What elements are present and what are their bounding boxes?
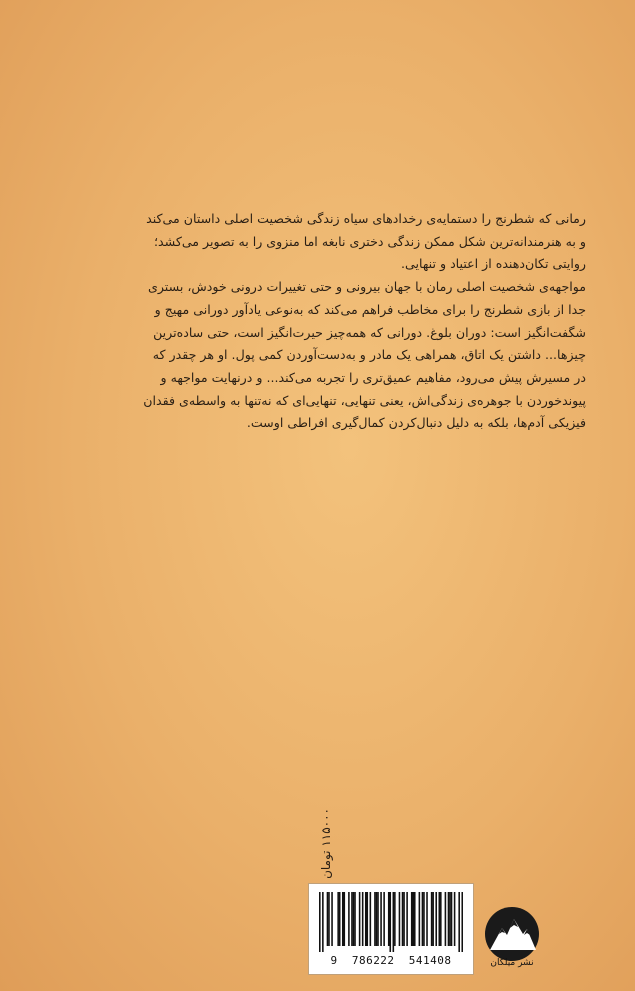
barcode-bar: [419, 892, 421, 946]
barcode-bar: [426, 892, 428, 946]
barcode-bar: [377, 892, 379, 946]
barcode-bar: [365, 892, 367, 946]
barcode-bar: [383, 892, 385, 946]
blurb-line: شگفت‌انگیز است: دوران بلوغ. دورانی که همه‌چیز حیرت‌انگیز است، حتی ساده‌ترین: [153, 324, 586, 340]
blurb-line: و به هنرمندانه‌ترین شکل ممکن زندگی دختری نابغه اما منزوی را به تصویر می‌کشد؛: [153, 233, 586, 249]
barcode-bar: [414, 892, 416, 946]
barcode-bar: [327, 892, 329, 946]
isbn-barcode: [308, 883, 474, 975]
barcode-bar: [342, 892, 344, 946]
barcode-bar: [388, 892, 390, 946]
barcode-bar: [348, 892, 350, 946]
barcode-bar: [451, 892, 453, 946]
barcode-bar: [461, 892, 463, 952]
barcode-bar: [389, 892, 391, 952]
barcode-bar: [351, 892, 353, 946]
blurb-line: روایتی تکان‌دهنده از اعتیاد و تنهایی.: [401, 256, 586, 272]
blurb-line: رمانی که شطرنج را دستمایه‌ی رخدادهای سیاه زندگی شخصیت اصلی داستان می‌کند: [146, 211, 586, 226]
blurb-line: پیوندخوردن با جوهره‌ی زندگی‌اش، یعنی تنهایی، تنهایی‌ای که نه‌تنها به واسطه‌ی فقدان: [143, 392, 586, 408]
barcode-bar: [319, 892, 321, 952]
barcode-bar: [432, 892, 434, 946]
barcode-bar: [362, 892, 364, 946]
barcode-bar: [448, 892, 450, 946]
barcode-bar: [393, 892, 395, 952]
barcode-bar: [339, 892, 341, 946]
barcode-bar: [411, 892, 413, 946]
barcode-bar: [370, 892, 372, 946]
barcode-bar: [322, 892, 324, 952]
barcode-bar: [376, 892, 378, 946]
barcode-bar: [423, 892, 425, 946]
barcode-bar: [402, 892, 404, 946]
barcode-bar: [445, 892, 447, 946]
price-label: ۱۱۵۰۰۰ تومان: [319, 808, 333, 879]
barcode-bar: [374, 892, 376, 946]
barcode-bar: [449, 892, 451, 946]
barcode-bar: [435, 892, 437, 946]
blurb-line: مواجهه‌ی شخصیت اصلی رمان با جهان بیرونی و حتی تغییرات درونی خودش، بستری: [148, 279, 586, 295]
barcode-bar: [394, 892, 396, 946]
barcode-bars: [319, 892, 463, 952]
barcode-bar: [422, 892, 424, 946]
blurb-line: جدا از بازی شطرنج را برای مخاطب فراهم می‌کند که به‌نوعی یادآور دورانی مهیج و: [154, 301, 586, 317]
barcode-bar: [337, 892, 339, 946]
barcode-bar: [331, 892, 333, 946]
barcode-bar: [399, 892, 401, 946]
barcode-bar: [431, 892, 433, 946]
blurb-line: فیزیکی آدم‌ها، بلکه به دلیل دنبال‌کردن کمال‌گیری افراطی اوست.: [246, 415, 586, 431]
barcode-bar: [354, 892, 356, 946]
barcode-bar: [454, 892, 456, 946]
blurb-line: چیزها... داشتن یک اتاق، همراهی یک مادر و به‌دست‌آوردن کمی پول. او هر چقدر که: [152, 347, 586, 363]
barcode-bar: [380, 892, 382, 946]
barcode-bar: [440, 892, 442, 946]
barcode-digits: 9 786222 541408: [330, 954, 452, 967]
barcode-bar: [406, 892, 408, 946]
barcode-bar: [438, 892, 440, 946]
barcode-bar: [412, 892, 414, 946]
barcode-bar: [403, 892, 405, 946]
barcode-bar: [353, 892, 355, 946]
blurb-text: [62, 208, 586, 435]
barcode-bar: [458, 892, 460, 952]
publisher-name: نشر میلکان: [490, 958, 534, 968]
barcode-bar: [328, 892, 330, 946]
barcode-bar: [366, 892, 368, 946]
blurb-line: در مسیرش پیش می‌رود، مفاهیم عمیق‌تری را تجربه می‌کند... و درنهایت مواجهه و: [160, 369, 586, 385]
barcode-bar: [359, 892, 361, 946]
barcode-bar: [344, 892, 346, 946]
